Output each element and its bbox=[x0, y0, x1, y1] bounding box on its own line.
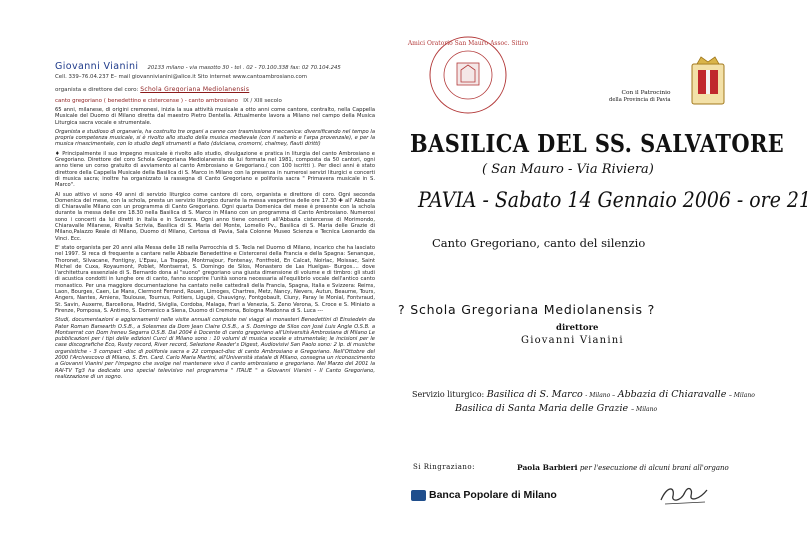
patronage-line-1: Con il Patrocinio bbox=[621, 90, 671, 96]
service-city-3: – Milano bbox=[631, 406, 658, 413]
patronage-line-2: della Provincia di Pavia bbox=[609, 97, 671, 103]
event-location: ( San Mauro - Via Riviera) bbox=[482, 162, 654, 177]
author-address: 20133 milano - via masotto 30 - tel . 02 - 70.100.338 fax: 02 70.104.245 bbox=[147, 65, 341, 71]
province-crest-icon bbox=[689, 56, 727, 110]
event-subtitle: Canto Gregoriano, canto del silenzio bbox=[432, 236, 646, 250]
canto-century: IX / XIII secolo bbox=[243, 98, 282, 104]
paola-text: per l'esecuzione di alcuni brani all'organo bbox=[579, 464, 729, 472]
canto-line bbox=[55, 98, 375, 104]
patronage-block bbox=[609, 90, 670, 104]
canto-type: canto gregoriano ( benedettino e cistercense ) - canto ambrosiano bbox=[55, 98, 238, 104]
schola-name: ? Schola Gregoriana Mediolanensis ? bbox=[398, 302, 656, 317]
signature-logo-icon bbox=[657, 482, 713, 508]
author-contacts: Cell. 339–76.04.237 E– mail giovannivianini@alice.it Sito internet www.cantoambrosiano.com bbox=[55, 74, 308, 80]
event-date: PAVIA - Sabato 14 Gennaio 2006 - ore 21 bbox=[418, 188, 811, 212]
director-name: Giovanni Vianini bbox=[521, 335, 624, 346]
bank-logo-icon bbox=[411, 490, 426, 501]
oratorio-seal-logo bbox=[407, 34, 529, 116]
event-title: BASILICA DEL SS. SALVATORE bbox=[410, 129, 785, 158]
service-label: Servizio liturgico: bbox=[412, 390, 485, 399]
contact-line bbox=[55, 54, 375, 73]
bank-sponsor bbox=[411, 489, 557, 501]
left-column bbox=[55, 54, 375, 380]
bio-paragraph-5: E' stato organista per 20 anni alla Messa delle 18 nella Parrocchia di S. Tecla nel Duomo di Milano, incarico che ha lasciato nel 1997. Si reca di frequente a cantare nelle Abbazie Benedettine e Cistercensi della Francia e della Spagna: Senanque, Thoronet, Silvacane, Fontigny, L'Epau, La Trappe, Montmajour, Fontenay, Fontfroid, En Calcat, Noirlac, Moissac, Saint Michel de Cuxa, Royaumont, Poblet, Montserrat, S. Domingo de Silos, Monastero de Las Huelgas- Burgos.... dove l'architettura essenziale di S. Bernardo dona al "suono" gregoriano una giusta dimensione di volume e di timbro: gli studi di acustica condotti in lunghe ore di canto, fanno scoprire l'unità sonora necessaria all'equilibrio vocale dell'antico canto monastico. Per una maggiore documentazione ha cantato nelle cattedrali della Francia, Spagna, Italia e Svizzera: Reims, Laon, Bourges, Caen, Le Mans, Clermont Ferrand, Rouen, Limoges, Chartres, Metz, Nancy, Nevers, Autun, Beaume, Tours, Angers, Nantes, Amiens, Toulouse, Tournus, Poitiers, Ligugé, Chauvigny, Fontgobault, Cluny, Paray le Monial, Fontvraud, St. Savin, Auxerre, Barcellona, Madrid, Siviglia, Cordoba, Malaga, Frari a Venezia, S. Zeno Verona, S. Croce e S. Miniato a Firenze, Pomposa, S. Antimo, S. Domenico a Siena, Duomo di Cremona, Bologna Madonna di S. Luca --- bbox=[55, 244, 375, 314]
paola-name: Paola Barbieri bbox=[517, 463, 578, 472]
bio-paragraph-4: Al suo attivo vi sono 49 anni di servizio liturgico come cantore di coro, organista e direttore di coro. Ogni seconda Domenica del mese, con la schola, presta un servizio liturgico durante la messa vespertina delle ore 17.30 ✚ all' Abbazia di Chiaravalle Milano con un programma di Canto Gregoriano. Ogni quarta Domenica del mese è presente con la schola durante la messa delle ore 18.30 nella Basilica di S. Marco in Milano con un programma di Canto Ambrosiano. Numerosi sono i concerti da lui diretti in Italia e in Svizzera. Ogni anno tiene concerti all'Abbazia cistercense di Morimondo, Chiaravalle Milanese, Rivalta Scrivia, Basilica di S. Maria del Monte, Lomello Pv., Basilica di S. Maria delle Grazie di Milano,Palazzo Reale di Milano, Duomo di Milano, Certosa di Pavia, Sala Colonne Museo Scienza e Tecnica Leonardo da Vinci. Ecc. bbox=[55, 191, 375, 242]
service-line-1 bbox=[412, 389, 755, 400]
org-label: organista e direttore del coro: bbox=[55, 87, 139, 93]
service-place-2: Abbazia di Chiaravalle bbox=[617, 389, 727, 400]
bio-paragraph-6: Studi, documentazioni e aggiornamenti nelle visite annuali compiute nei viaggi ai monasteri Benedettini di Einsiedeln da Pater Roman Banwarth O.S.B., a Solesmes da Dom Jean Claire O.S.B., a S. Domingo de Silos con José Luis Angle O.S.B. a Montserrat con Dom Ireneu Segarra O.S.B. Dal 2004 è Docente di canto gregoriano all'Università Ambrosiana di Milano Le pubblicazioni per i tipi delle edizioni Curci di Milano sono : 10 volumi di musica vocale e strumentale; le incisioni per le case discografiche Eco, Rusty record, River record, Selezione Reader's Digest, Audiovisivi San Paolo sono: 2 lp. di musiche organistiche - 3 compact -disc di polifonia sacra e 22 compact-disc di canto Ambrosiano e Gregoriano. Nell'Ottobre del 2000 l'Arcivescovo di Milano, S. Em. Card. Carlo Maria Martini, all'Università statale di Milano, consegna un riconoscimento a Giovanni Vianini per l'impegno che svolge nel mantenere vivo il canto ambrosiano e gregoriano. Nel Marzo del 2001 la RAI-TV Tg3 ha dedicato uno special televisivo nel programma " ITALIE " a Giovanni Vianini - Il Canto Gregoriano, realizzazione di un sogno. bbox=[55, 317, 375, 380]
org-schola: Schola Gregoriana Mediolanensis bbox=[140, 86, 250, 93]
service-place-3: Basilica di Santa Maria delle Grazie bbox=[455, 403, 629, 414]
service-city-1: - Milano – bbox=[585, 392, 616, 399]
service-line-2 bbox=[455, 403, 657, 414]
bank-name: Banca Popolare di Milano bbox=[429, 489, 557, 501]
thanks-paola bbox=[517, 463, 729, 472]
service-place-1: Basilica di S. Marco bbox=[486, 389, 583, 400]
director-label: direttore bbox=[556, 323, 599, 333]
seal-text: Amici Oratorio San Mauro Assoc. Sitiro bbox=[407, 40, 529, 47]
thanks-label: Si Ringraziano: bbox=[413, 463, 475, 471]
author-name: Giovanni Vianini bbox=[55, 61, 139, 72]
bio-paragraph-3: ♦ Principalmente il suo impegno musicale è rivolto allo studio, divulgazione e pratica in liturgia del canto Ambrosiano e Gregoriano. Direttore del coro Schola Gregoriana Mediolanensis da lui formata nel 1981, composta da 50 cantori, ogni anno tiene un corso gratuito di avviamento al canto Ambrosiano e Gregoriano.( con 100 iscritti ). Per dieci anni è stato direttore della Cappella Musicale della Basilica di S. Marco in Milano con la presenza in numerosi servizi liturgici e concerti di musica sacra; inoltre ha organizzato la rassegna di Canto Gregoriano e polifonia sacra " Primavera musicale in S. Marco". bbox=[55, 150, 375, 189]
service-city-2: – Milano bbox=[728, 392, 755, 399]
bio-paragraph-2: Organista e studioso di organaria, ha costruito tre organi a canne con trasmissione meccanica: diversificando nel tempo la propria competenza musicale, si è rivolto allo studio della musica medievale (con il salterio e l'arpa provenzale), e per la musica rinascimentale, con lo studio degli strumenti a fiato (dulciana, cromorni, chalmey, flauti diritti) bbox=[55, 128, 375, 148]
org-line bbox=[55, 86, 375, 93]
bio-paragraph-1: 65 anni, milanese, di origini cremonesi, inizia la sua attività musicale a otto anni come cantore, contralto, nella Cappella Musicale del Duomo di Milano diretta dal maestro Pietro Dentella. Attualmente lavora a Milano nel campo della Musica Liturgica sacra vocale e strumentale. bbox=[55, 107, 375, 126]
